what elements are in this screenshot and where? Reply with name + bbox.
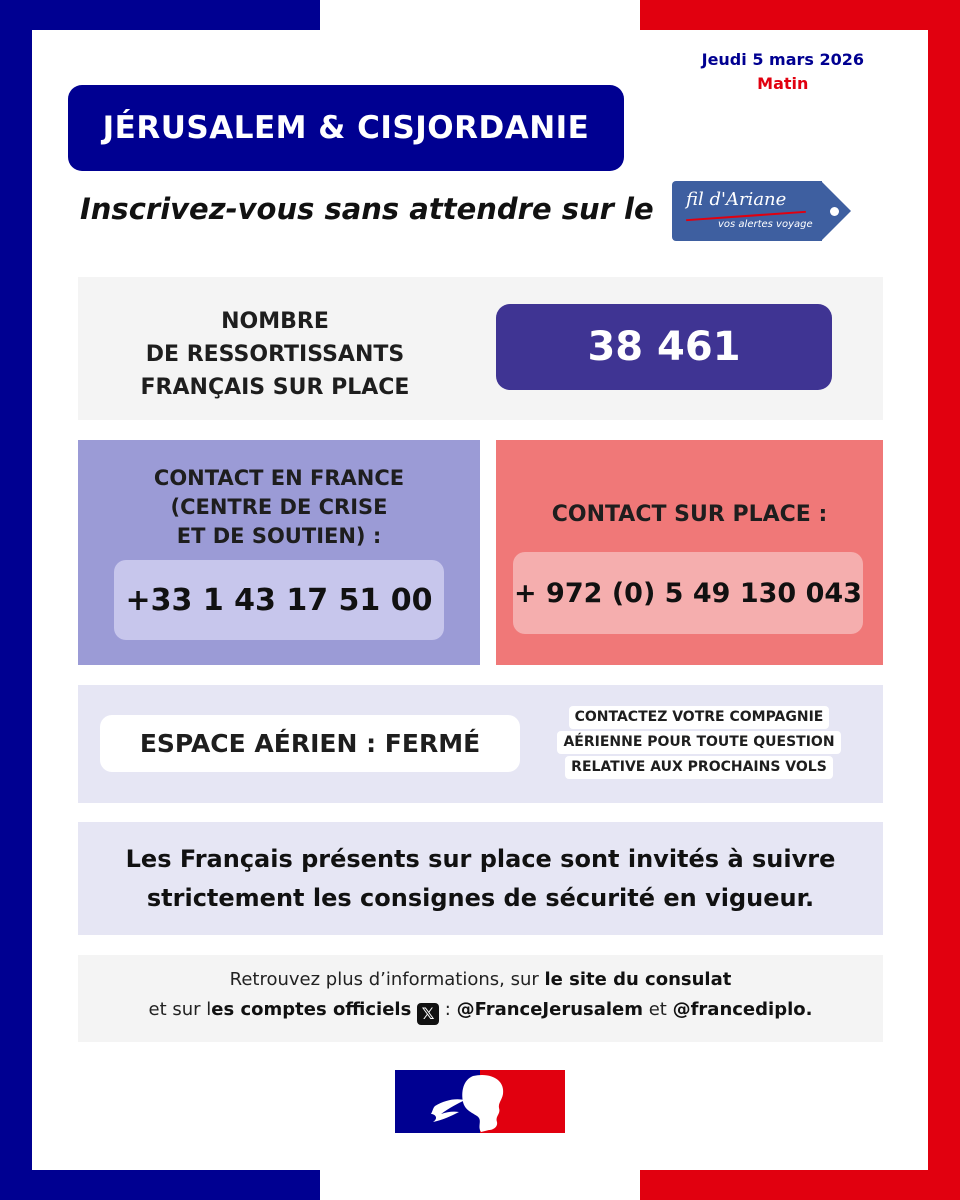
fil-ariane-logo[interactable] xyxy=(672,181,852,241)
espace-aerien-card xyxy=(78,685,883,803)
infos-text: Retrouvez plus d’informations, sur xyxy=(229,969,545,990)
francediplo-account-link[interactable]: @francediplo. xyxy=(672,999,813,1020)
contact-france-phone[interactable]: +33 1 43 17 51 00 xyxy=(114,560,444,640)
infos-line-2 xyxy=(78,999,883,1025)
infos-card xyxy=(78,955,883,1042)
fil-ariane-slogan: vos alertes voyage xyxy=(718,219,813,230)
contact-france-card xyxy=(78,440,480,665)
date-text: Jeudi 5 mars 2026 xyxy=(701,50,864,69)
contact-place-phone[interactable]: + 972 (0) 5 49 130 043 xyxy=(513,552,863,634)
consigne-line: Les Français présents sur place sont invités à suivre xyxy=(125,845,836,873)
tag-hole xyxy=(830,207,839,216)
infos-text: et xyxy=(643,999,673,1020)
contact-place-label: CONTACT SUR PLACE : xyxy=(551,502,828,527)
label-line: (CENTRE DE CRISE xyxy=(170,495,388,519)
ressortissants-card xyxy=(78,277,883,420)
contact-place-card xyxy=(496,440,883,665)
date-block xyxy=(702,48,864,96)
espace-aerien-status: ESPACE AÉRIEN : FERMÉ xyxy=(100,715,520,772)
label-line: FRANÇAIS SUR PLACE xyxy=(140,375,410,400)
infos-text: : xyxy=(439,999,457,1020)
note-line: CONTACTEZ VOTRE COMPAGNIE xyxy=(569,706,830,729)
infos-line-1 xyxy=(78,969,883,990)
label-line: DE RESSORTISSANTS xyxy=(145,342,405,367)
note-line: AÉRIENNE POUR TOUTE QUESTION xyxy=(557,731,840,754)
page-title: JÉRUSALEM & CISJORDANIE xyxy=(68,85,624,171)
flag-border-white xyxy=(320,0,640,30)
ressortissants-count: 38 461 xyxy=(496,304,832,390)
label-line: CONTACT EN FRANCE xyxy=(153,466,405,490)
consigne-card xyxy=(78,822,883,935)
fil-ariane-brand: fil d'Ariane xyxy=(686,189,787,210)
note-line: RELATIVE AUX PROCHAINS VOLS xyxy=(565,756,833,779)
espace-aerien-note xyxy=(546,706,852,779)
label-line: NOMBRE xyxy=(221,309,329,334)
france-jerusalem-account-link[interactable]: @FranceJerusalem xyxy=(456,999,644,1020)
consigne-text xyxy=(78,840,883,918)
subscribe-text: Inscrivez-vous sans attendre sur le xyxy=(80,192,654,226)
period-text: Matin xyxy=(757,74,809,93)
consigne-line: strictement les consignes de sécurité en vigueur. xyxy=(146,884,815,912)
label-line: ET DE SOUTIEN) : xyxy=(176,524,382,548)
consulat-site-link[interactable]: le site du consulat xyxy=(544,969,732,990)
official-accounts-text: es comptes officiels xyxy=(211,999,412,1020)
ressortissants-label xyxy=(110,305,440,404)
marianne-logo xyxy=(395,1070,565,1133)
infos-text: et sur l xyxy=(148,999,212,1020)
contact-france-label xyxy=(78,464,480,551)
marianne-profile-icon xyxy=(395,1070,565,1133)
x-logo-icon: 𝕏 xyxy=(417,1003,439,1025)
